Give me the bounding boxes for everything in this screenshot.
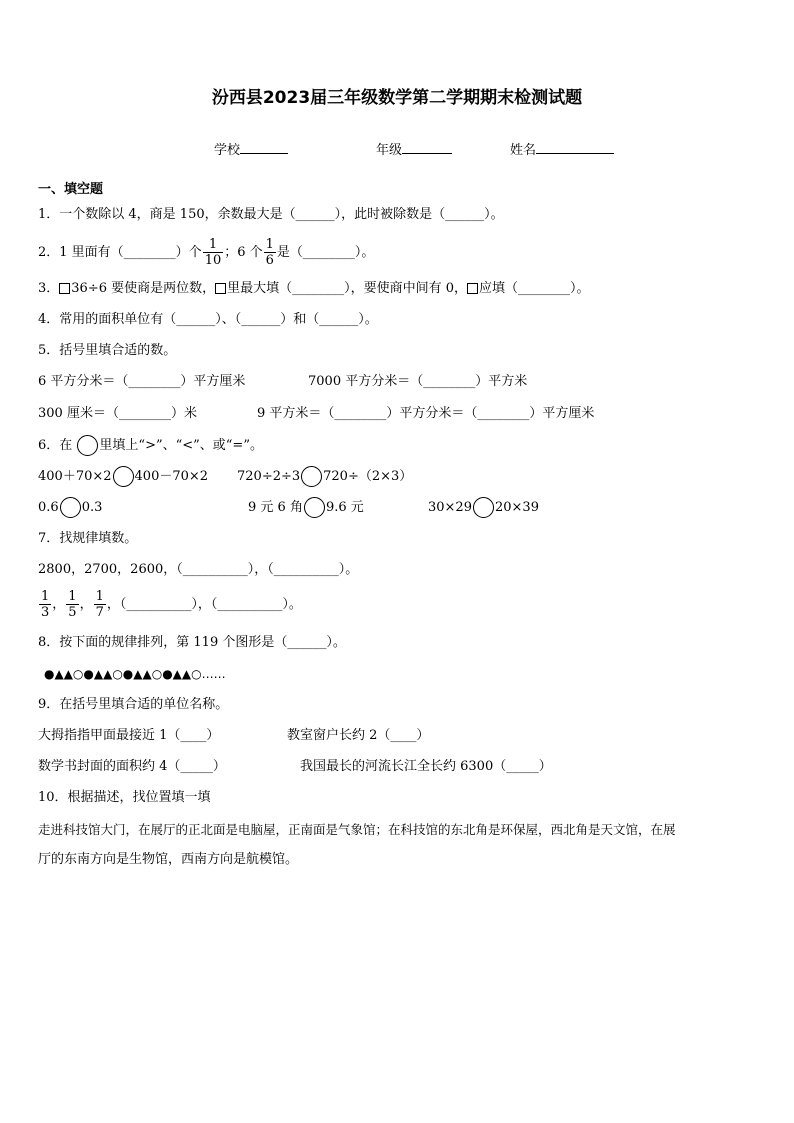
compare-circle[interactable] [473, 497, 494, 518]
compare-circle[interactable] [301, 466, 322, 487]
q10-line-1: 走进科技馆大门，在展厅的正北面是电脑屋，正南面是气象馆；在科技馆的东北角是环保屋，西北角是天文馆，在展 [38, 822, 676, 837]
square-icon [215, 283, 226, 294]
question-10-heading: 10．根据描述，找位置填一填 [38, 790, 211, 805]
fraction-one-tenth: $\frac{1}{10}$ [204, 237, 222, 268]
question-3: 3． 36÷6 要使商是两位数， 里最大填（________），要使商中间有 0， 应填（________）。 [38, 281, 590, 296]
compare-item: 30×29 20×39 [428, 497, 539, 518]
school-label: 学校 [214, 143, 241, 158]
fraction-one-sixth: $\frac{1}{6}$ [265, 237, 274, 268]
question-6-heading: 6．在 里填上“>”、“<”、或“=”。 [38, 435, 263, 456]
compare-circle[interactable] [113, 466, 134, 487]
question-7-heading: 7．找规律填数。 [38, 531, 138, 546]
name-label: 姓名 [510, 143, 537, 158]
compare-circle[interactable] [60, 497, 81, 518]
grade-label: 年级 [376, 143, 403, 158]
q5-item: 6 平方分米＝（________）平方厘米 [38, 374, 246, 389]
compare-item: 400＋70×2 400－70×2 [38, 466, 208, 487]
page-title: 汾西县2023届三年级数学第二学期期末检测试题 [211, 88, 583, 108]
q7-sequence-1: 2800，2700，2600，（__________），（__________）。 [38, 562, 359, 577]
name-blank[interactable] [536, 141, 614, 154]
q9-item: 教室窗户长约 2（____） [287, 728, 430, 743]
question-8: 8．按下面的规律排列，第 119 个图形是（______）。 [38, 635, 346, 650]
q7-sequence-2: $\frac{1}{3}$ ， $\frac{1}{5}$ ， $\frac{1}{7}$ ，（__________），（__________）。 [41, 589, 302, 620]
question-4: 4．常用的面积单位有（______）、（______）和（______）。 [38, 312, 378, 327]
q9-item: 大拇指指甲面最接近 1（____） [38, 728, 220, 743]
name-field[interactable] [510, 141, 614, 160]
q2-post: 是（________）。 [276, 245, 375, 260]
compare-item: 9 元 6 角 9.6 元 [248, 497, 364, 518]
q2-mid: ；6 个 [224, 245, 263, 260]
shape-pattern: ●▲▲○●▲▲○●▲▲○●▲▲○…… [44, 667, 226, 681]
circle-icon [77, 435, 98, 456]
question-9-heading: 9．在括号里填合适的单位名称。 [38, 697, 229, 712]
square-icon [467, 283, 478, 294]
compare-circle[interactable] [304, 497, 325, 518]
q5-item: 7000 平方分米＝（________）平方米 [308, 374, 528, 389]
school-field[interactable] [214, 141, 288, 160]
grade-field[interactable] [376, 141, 452, 160]
q5-item: 9 平方米＝（________）平方分米＝（________）平方厘米 [257, 406, 595, 421]
q5-item: 300 厘米＝（________）米 [38, 406, 197, 421]
q9-item: 数学书封面的面积约 4（_____） [38, 759, 226, 774]
compare-item: 0.6 0.3 [38, 497, 102, 518]
fraction-one-third: $\frac{1}{3}$ [41, 589, 50, 620]
grade-blank[interactable] [402, 141, 452, 154]
question-2 [38, 236, 374, 270]
question-1: 1．一个数除以 4，商是 150，余数最大是（______），此时被除数是（______）。 [38, 207, 504, 222]
compare-item: 720÷2÷3 720÷（2×3） [237, 466, 412, 487]
q10-line-2: 厅的东南方向是生物馆，西南方向是航模馆。 [38, 852, 299, 867]
q2-pre: 2．1 里面有（________）个 [38, 245, 202, 260]
fraction-one-seventh: $\frac{1}{7}$ [95, 589, 104, 620]
square-icon [59, 283, 70, 294]
school-blank[interactable] [240, 141, 288, 154]
question-5-heading: 5．括号里填合适的数。 [38, 343, 177, 358]
section-heading: 一、填空题 [38, 182, 104, 197]
q9-item: 我国最长的河流长江全长约 6300（_____） [300, 759, 552, 774]
fraction-one-fifth: $\frac{1}{5}$ [68, 589, 77, 620]
